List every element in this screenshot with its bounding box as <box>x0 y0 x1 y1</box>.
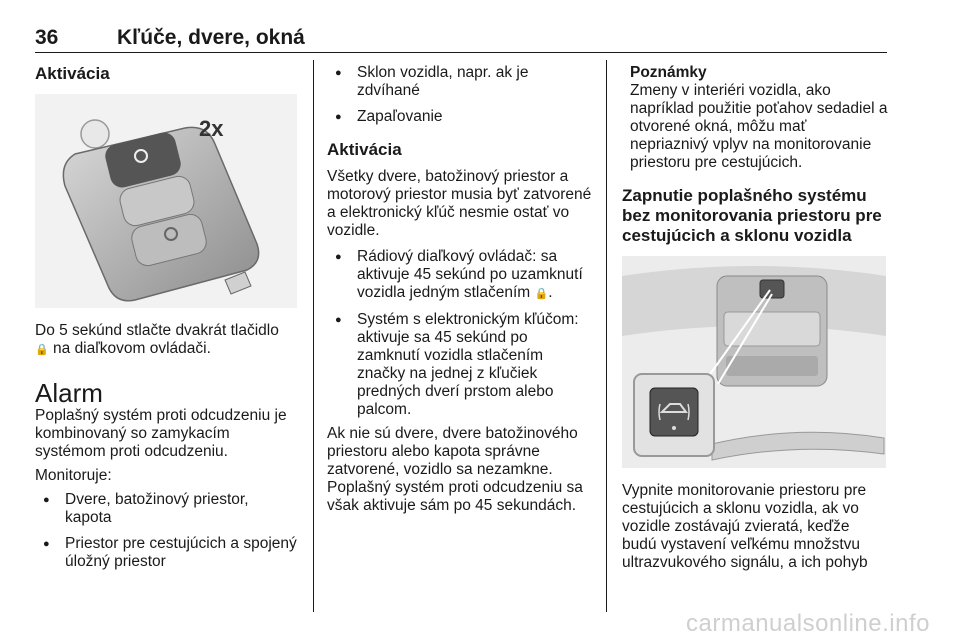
key-ring-icon <box>81 120 109 148</box>
caption-text: Do 5 sekúnd stlačte dvakrát tlačidlo 🔒 na diaľkovom ovládači. <box>35 322 279 357</box>
list-item: ● Dvere, batožinový priestor, kapota <box>35 491 297 527</box>
heading-alarm: Alarm <box>35 378 103 408</box>
list-item: ● Systém s elektronickým kľúčom: aktivuje sa 45 sekúnd po zamknutí vozidla stlačením značky na jednej z kľučiek predných dverí prstom alebo palcom. <box>327 311 593 419</box>
column-2 <box>327 64 593 515</box>
page-header <box>35 28 887 53</box>
list-item: ● Priestor pre cestujúcich a spojený úložný priestor <box>35 535 297 571</box>
column-divider-1 <box>313 60 314 612</box>
heading-alarm-without-monitoring: Zapnutie poplašného systému bez monitorovania priestoru pre cestujúcich a sklonu vozidla <box>622 186 882 245</box>
note-text: Zmeny v interiéri vozidla, ako napríklad použitie poťahov sedadiel a otvorené okná, môžu mať nepriaznivý vplyv na monitorovanie priestoru pre cestujúcich. <box>630 82 888 171</box>
list-item: ● Rádiový diaľkový ovládač: sa aktivuje 45 sekúnd po uzamknutí vozidla jedným stlačením 🔒. <box>327 248 593 303</box>
closing-text: Ak nie sú dvere, dvere batožinového priestoru alebo kapota správne zatvorené, vozidlo sa nezamkne. Poplašný systém proti odcudzeniu sa však aktivuje sám po 45 sekundách. <box>327 425 583 514</box>
note-title: Poznámky <box>630 64 707 81</box>
lock-icon: 🔒 <box>534 288 549 300</box>
body-text: Vypnite monitorovanie priestoru pre cestujúcich a sklonu vozidla, ak vo vozidle zostávajú zvieratá, keďže budú vystavení veľkému množstvu ultrazvukového signálu, a ich pohyb <box>622 482 868 571</box>
column-3 <box>622 64 888 572</box>
heading-activation-2: Aktivácia <box>327 140 402 159</box>
watermark: carmanualsonline.info <box>686 610 930 637</box>
press-twice-label: 2x <box>199 116 224 141</box>
alarm-text: Poplašný systém proti odcudzeniu je kombinovaný so zamykacím systémom proti odcudzeniu. <box>35 407 287 460</box>
lock-icon: 🔒 <box>35 344 49 356</box>
activation-text: Všetky dvere, batožinový priestor a motorový priestor musia byť zatvorené a elektronický kľúč nesmie ostať vo vozidle. <box>327 168 592 239</box>
monitors-label: Monitoruje: <box>35 467 112 484</box>
heading-activation: Aktivácia <box>35 64 110 83</box>
page-number: 36 <box>35 26 59 49</box>
column-1 <box>35 64 297 571</box>
column-divider-2 <box>606 60 607 612</box>
overhead-console-figure <box>622 256 886 468</box>
list-item: ● Zapaľovanie <box>327 108 593 126</box>
list-item: ● Sklon vozidla, napr. ak je zdvíhané <box>327 64 593 100</box>
key-fob-figure <box>35 94 297 308</box>
chapter-title: Kľúče, dvere, okná <box>117 26 305 49</box>
